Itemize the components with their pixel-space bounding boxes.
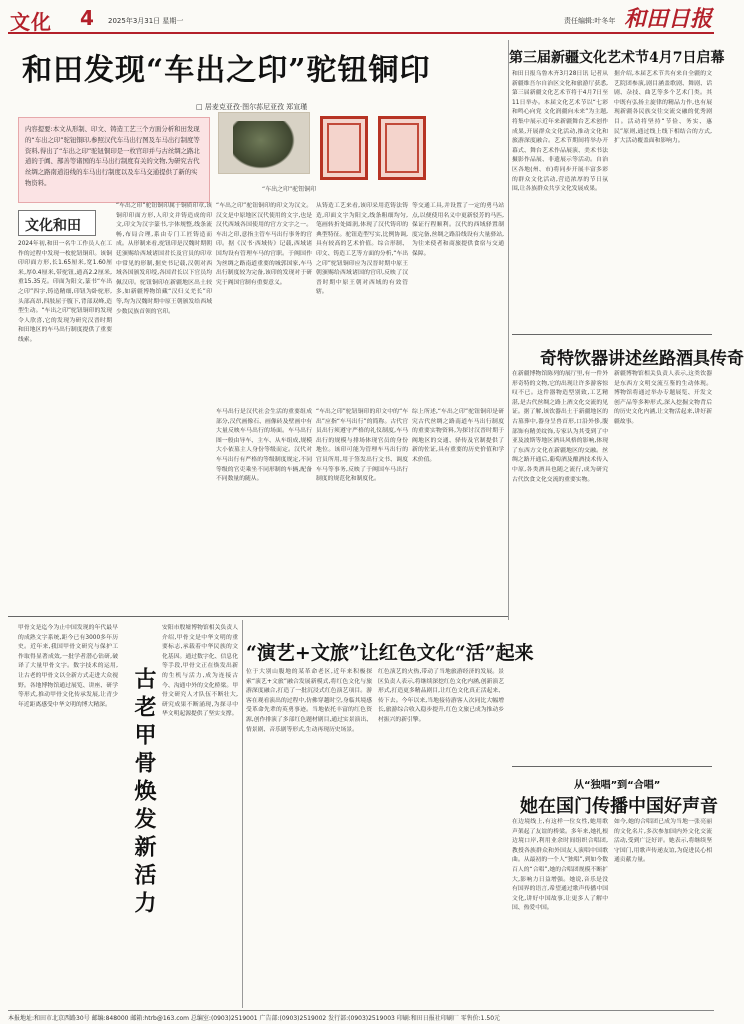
column-label: 文化和田 [18,210,96,236]
main-body-col2: “车出之印”驼钮铜印属于铜质印章,该铜印印面方形,人印文并铸造成的印文,印文为汉字篆书,字体规整,线条流畅,布局合理,系由专门工匠铸造而成。从形制来看,驼钮印是汉魏时期朝廷颁赐给西域诸国君长及官员的印章中常见的形制,据史书记载,汉朝对西域各国颁发印绶,各国君长以下官员均佩汉印。驼钮铜印在新疆地区出土较多,如新疆博物馆藏“汉归义羌长”印等,均为汉魏时期中原王朝颁发给西域少数民族首领的官印。 [116,203,212,315]
bottom-mid-body-col1: 位于大别山腹地的某革命老区,近年来积极探索“演艺+文旅”融合发展新模式,将红色文化与旅游深度融合,打造了一批沉浸式红色演艺项目。游客在观看演出的过程中,仿佛穿越时空,身临其境感受革命先辈的英勇事迹。当地依托丰富的红色资源,创作排演了多部红色题材剧目,通过实景演出、情景剧、音乐剧等形式,生动再现历史场景。 [246,669,372,733]
right-top-headline: 第三届新疆文化艺术节4月7日启幕 [509,50,725,66]
bottom-mid-headline: “演艺+文旅”让红色文化“活”起来 [246,642,534,664]
seal-photo [218,112,310,174]
main-body-col5: 等交通工具,并设置了一定的勇马站点,以便使用名义中更新驳芳的马匹,保证行程顺利。汉代的西域驿置制度完备,丝绸之路沿线设有大量驿站,为往来使者和商旅提供食宿与交通保障。 [412,203,504,257]
seal-impression-red-2 [378,116,426,180]
right-divider-1 [512,334,712,335]
bottom-divider [242,620,243,1008]
main-body-col6: 车马出行是汉代社会生活的重要组成部分,汉代画像石、画像砖及壁画中有大量反映车马出行的场面。车马出行图一般由导车、主车、从车组成,规模大小依墓主人身份等级而定。汉代对车马出行有严格的等级制度规定,不同等级的官吏乘坐不同形制的车辆,配备不同数量的随从。 [216,409,312,483]
newspaper-logo: 和田日报 [623,6,712,32]
bottom-left-headline: 古老甲骨焕发新活力 [131,667,157,919]
responsible-editor: 责任编辑:叶冬年 [564,17,616,25]
page-footer: 本报地址:和田市北京西路30号 邮编:848000 邮箱:htrb@163.com 总编室:(0903)2519001 广告部:(0903)2519002 发行部:(0903)2519003 印刷:和田日报社印刷厂 零售价:1.50元 [8,1010,714,1022]
right-top-body-col2: 据介绍,本届艺术节共有来自全疆的文艺院团参演,剧目涵盖歌剧、舞剧、话剧、杂技、曲艺等多个艺术门类。其中既有弘扬主旋律的精品力作,也有展现新疆各民族交往交流交融的优秀剧目。活动将坚持“节俭、务实、惠民”原则,通过线上线下相结合的方式,扩大活动覆盖面和影响力。 [614,71,712,145]
right-divider-2 [512,766,712,767]
page-header [8,4,714,34]
page-number: 4 [80,6,94,30]
section-divider [8,616,508,617]
main-byline: □ 居麦克亚孜·图尔荪尼亚孜 郑宣瑾 [196,103,308,111]
main-body-col7: “车出之印”驼钮铜印的印文中的“车出”应指“车马出行”的简称。古代官员出行须遵守严格的礼仪制度,车马出行的规模与排场体现官员的身份地位。该印可能为管理车马出行的官员所用,用于签发出行文书、调度车马等事务,反映了于阗国车马出行制度的规范化和制度化。 [316,409,408,483]
main-intro-box: 内容提要:本文从形制、印文、铸造工艺三个方面分析和田发现的“车出之印”驼钮铜印,参照汉代车马出行图及车马出行制度等资料,得出了“车出之印”驼钮铜印是一枚官印并与古丝绸之路北道的于阗、鄯善等诸国的车马出行制度有关的文物,为研究古代丝绸之路南道沿线的车马出行制度以及车马交通提供了新的实物资料。 [18,117,210,203]
main-body-col1: 2024年初,和田一名牛工作员人在工作的过程中发现一枚驼钮铜印。该铜印印面方形,长1.65厘米,宽1.60厘米,厚0.4厘米,带驼钮,通高2.2厘米,重15.35克。印面为阳文,篆书“车出之印”四字,铸造精细,印钮为卧驼形,头部高昂,四肢屈于腹下,背部双峰,造型生动。“车出之印”驼钮铜印的发现令人欣喜,它的发现为研究汉晋时期和田地区的车马出行制度提供了重要线索。 [18,241,112,343]
main-headline: 和田发现“车出之印”驼钮铜印 [22,53,431,88]
camel-seal-image [233,121,295,169]
right-bottom-headline: 她在国门传播中国好声音 [520,796,718,817]
bottom-left-body-col2: 安阳市殷墟博物馆相关负责人介绍,甲骨文是中华文明的重要标志,承载着中华民族的文化基因。通过数字化、信息化等手段,甲骨文正在焕发出新的生机与活力,成为连接古今、沟通中外的文化桥梁。甲骨文研究人才队伍不断壮大,研究成果不断涌现,为探寻中华文明起源提供了坚实支撑。 [162,625,238,718]
right-bottom-kicker: 从“独唱”到“合唱” [574,780,661,791]
photo-caption: “车出之印”驼钮铜印 [262,186,317,193]
right-mid-headline: 奇特饮器讲述丝路酒具传奇 [540,349,744,369]
right-bottom-body-col1: 在边境线上,有这样一位女性,她用歌声架起了友谊的桥梁。多年来,她扎根边境口岸,利用业余时间组织合唱团,教授各族群众和外国友人演唱中国歌曲。从最初的一个人“独唱”,到如今数百人的“合唱”,她的合唱团规模不断扩大,影响力日益增强。她说,音乐是没有国界的语言,希望通过歌声传播中国文化,讲好中国故事,让更多人了解中国、热爱中国。 [512,819,608,912]
right-mid-body-col1: 在新疆博物馆陈列的展厅里,有一件外形奇特的文物,它的出现让许多游客惊叹不已。这件器物造型别致,工艺精湛,是古代丝绸之路上酒文化交流的见证。据了解,该饮器出土于新疆地区的古墓葬中,器身呈兽首形,口沿外侈,腹部饰有精美纹饰,专家认为其受到了中亚及波斯等地区酒具风格的影响,体现了东西方文化在新疆地区的交融。丝绸之路开通后,葡萄酒及酿酒技术传入中原,各类酒具也随之流行,成为研究古代饮食文化交流的重要实物。 [512,371,608,483]
main-body-col3: “车出之印”驼钮铜印的印文为汉文。汉文是中原地区汉代使用的文字,也是汉代西域各国使用的官方文字之一。车出之印,意指主管车马出行事务的官印。据《汉书·西域传》记载,西域诸国均设有管理车马的官职。于阗国作为丝绸之路南道重要的城郭国家,车马出行制度较为完备,该印的发现对于研究于阗国官制有重要意义。 [216,203,312,286]
seal-impression-red [320,116,368,180]
main-body-col4: 从铸造工艺来看,该印采用范铸法铸造,印面文字为阳文,线条粗细均匀,笔画转折处圆润,体现了汉代铸印的典型特征。驼钮造型写实,比例协调,具有较高的艺术价值。综合形制、印文、铸造工艺等方面的分析,“车出之印”驼钮铜印应为汉晋时期中原王朝颁赐给西域诸国的官印,反映了汉晋时期中原王朝对西域的有效管辖。 [316,203,408,296]
bottom-left-body-col1: 甲骨文是迄今为止中国发现的年代最早的成熟文字系统,距今已有3000多年历史。近年来,我国甲骨文研究与保护工作取得显著成效,一批学者潜心钻研,破译了大量甲骨文字。数字技术的运用,让古老的甲骨文以全新方式走进大众视野。各地博物馆通过展览、讲座、研学等形式,推动甲骨文化传承发展,让青少年近距离感受中华文明的博大精深。 [18,625,118,708]
section-name: 文化 [10,10,52,34]
main-body-col8: 综上所述,“车出之印”驼钮铜印是研究古代丝绸之路南道车马出行制度的重要实物资料,为探讨汉晋时期于阗地区的交通、驿传及官制提供了新的佐证,具有重要的历史价值和学术价值。 [412,409,504,463]
right-bottom-body-col2: 如今,她的合唱团已成为当地一张亮丽的文化名片,多次参加国内外文化交流活动,受到广泛好评。她表示,将继续坚守国门,用歌声传递友谊,为促进民心相通贡献力量。 [614,819,712,864]
right-mid-body-col2: 新疆博物馆相关负责人表示,这类饮器是东西方文明交流互鉴的生动体现。博物馆将通过举办专题展览、开发文创产品等多种形式,深入挖掘文物背后的历史文化内涵,让文物活起来,讲好新疆故事。 [614,371,712,425]
bottom-mid-body-col2: 红色演艺的火热,带动了当地旅游经济的发展。景区负责人表示,将继续深挖红色文化内涵,创新演艺形式,打造更多精品剧目,让红色文化真正活起来、传下去。今年以来,当地接待游客人次同比大幅增长,旅游综合收入稳步提升,红色文旅已成为推动乡村振兴的新引擎。 [378,669,504,723]
column-divider [508,40,509,620]
issue-date: 2025年3月31日 星期一 [108,17,184,25]
right-top-body-col1: 和田日报乌鲁木齐3月28日讯 记者从新疆维吾尔自治区文化和旅游厅获悉,第三届新疆文化艺术节将于4月7日至11日举办。本届文化艺术节以“七彩和鸣心向党 文化润疆向未来”为主题,将集中展示近年来新疆舞台艺术创作成果,开展群众文化活动,推动文化和旅游深度融合。艺术节期间将举办开幕式、舞台艺术作品展演、美术书法摄影作品展、非遗展示等活动。自治区各地(州、市)将同步开展丰富多彩的群众文化活动,营造浓厚的节日氛围,让各族群众共享文化发展成果。 [512,71,608,193]
